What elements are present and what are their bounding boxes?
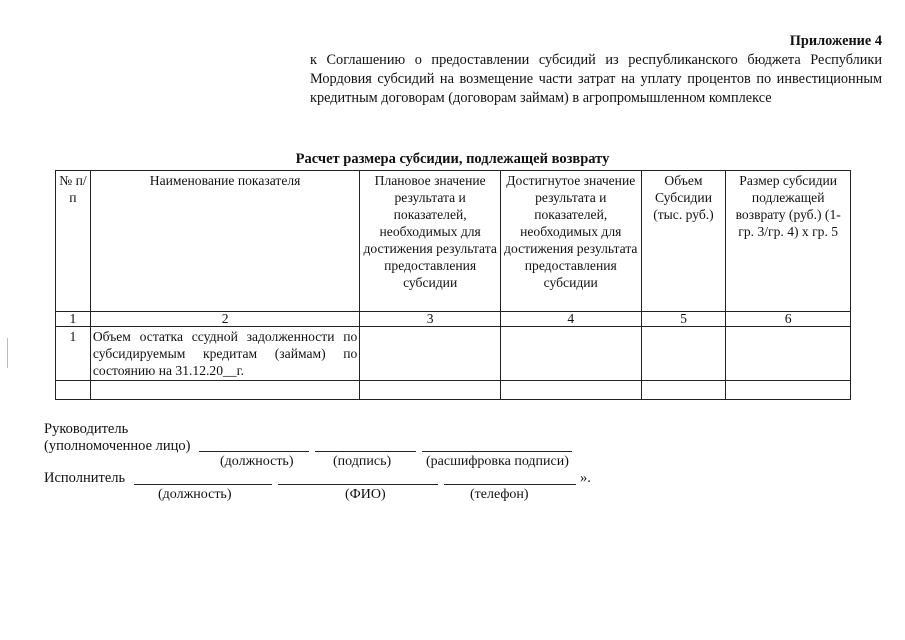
index-cell: 3	[360, 312, 501, 327]
index-cell: 6	[726, 312, 851, 327]
empty-cell[interactable]	[726, 381, 851, 400]
header-num: № п/п	[56, 171, 91, 312]
empty-cell[interactable]	[360, 381, 501, 400]
row-plan-cell[interactable]	[360, 327, 501, 381]
head-label: Руководитель	[44, 421, 129, 437]
executor-name-line[interactable]	[278, 484, 438, 485]
table-row-empty	[56, 381, 851, 400]
head-signature-line[interactable]	[315, 451, 416, 452]
caption-signature-name: (расшифровка подписи)	[426, 454, 569, 469]
row-refund-cell[interactable]	[726, 327, 851, 381]
header-plan: Плановое значение результата и показателей, необходимых для достижения результата предоставления субсидии	[360, 171, 501, 312]
head-position-line[interactable]	[199, 451, 309, 452]
caption-position: (должность)	[220, 454, 294, 469]
header-refund: Размер субсидии подлежащей возврату (руб.) (1-гр. 3/гр. 4) x гр. 5	[726, 171, 851, 312]
table-row	[56, 327, 851, 381]
executor-end: ».	[580, 470, 591, 486]
executor-phone-line[interactable]	[444, 484, 576, 485]
head-name-line[interactable]	[422, 451, 572, 452]
index-cell: 4	[500, 312, 641, 327]
header-name: Наименование показателя	[90, 171, 360, 312]
executor-label: Исполнитель	[44, 470, 126, 486]
index-cell: 1	[56, 312, 91, 327]
executor-position-line[interactable]	[134, 484, 272, 485]
index-cell: 5	[641, 312, 726, 327]
caption-executor-name: (ФИО)	[345, 487, 386, 502]
caption-executor-phone: (телефон)	[470, 487, 529, 502]
empty-cell[interactable]	[56, 381, 91, 400]
caption-signature: (подпись)	[333, 454, 392, 469]
empty-cell[interactable]	[641, 381, 726, 400]
appendix-header	[310, 32, 882, 108]
row-num: 1	[56, 327, 91, 381]
table-title: Расчет размера субсидии, подлежащей возврату	[295, 151, 610, 167]
index-cell: 2	[90, 312, 360, 327]
table-header-row	[56, 171, 851, 312]
appendix-text: к Соглашению о предоставлении субсидий из республиканского бюджета Республики Мордовия субсидий на возмещение части затрат на уплату процентов по инвестиционным кредитным договорам (договорам займам) в агропромышленном комплексе	[310, 52, 882, 106]
subsidy-refund-table	[55, 170, 851, 400]
empty-cell[interactable]	[500, 381, 641, 400]
authorized-label: (уполномоченное лицо)	[44, 438, 191, 454]
table-index-row	[56, 312, 851, 327]
header-volume: Объем Субсидии (тыс. руб.)	[641, 171, 726, 312]
row-achieved-cell[interactable]	[500, 327, 641, 381]
caption-executor-position: (должность)	[158, 487, 232, 502]
row-volume-cell[interactable]	[641, 327, 726, 381]
scan-edge-mark	[7, 338, 8, 368]
empty-cell[interactable]	[90, 381, 360, 400]
header-achieved: Достигнутое значение результата и показателей, необходимых для достижения результата предоставления субсидии	[500, 171, 641, 312]
row-name: Объем остатка ссудной задолженности по субсидируемым кредитам (займам) по состоянию на 31.12.20__г.	[90, 327, 360, 381]
appendix-title: Приложение 4	[789, 33, 882, 49]
